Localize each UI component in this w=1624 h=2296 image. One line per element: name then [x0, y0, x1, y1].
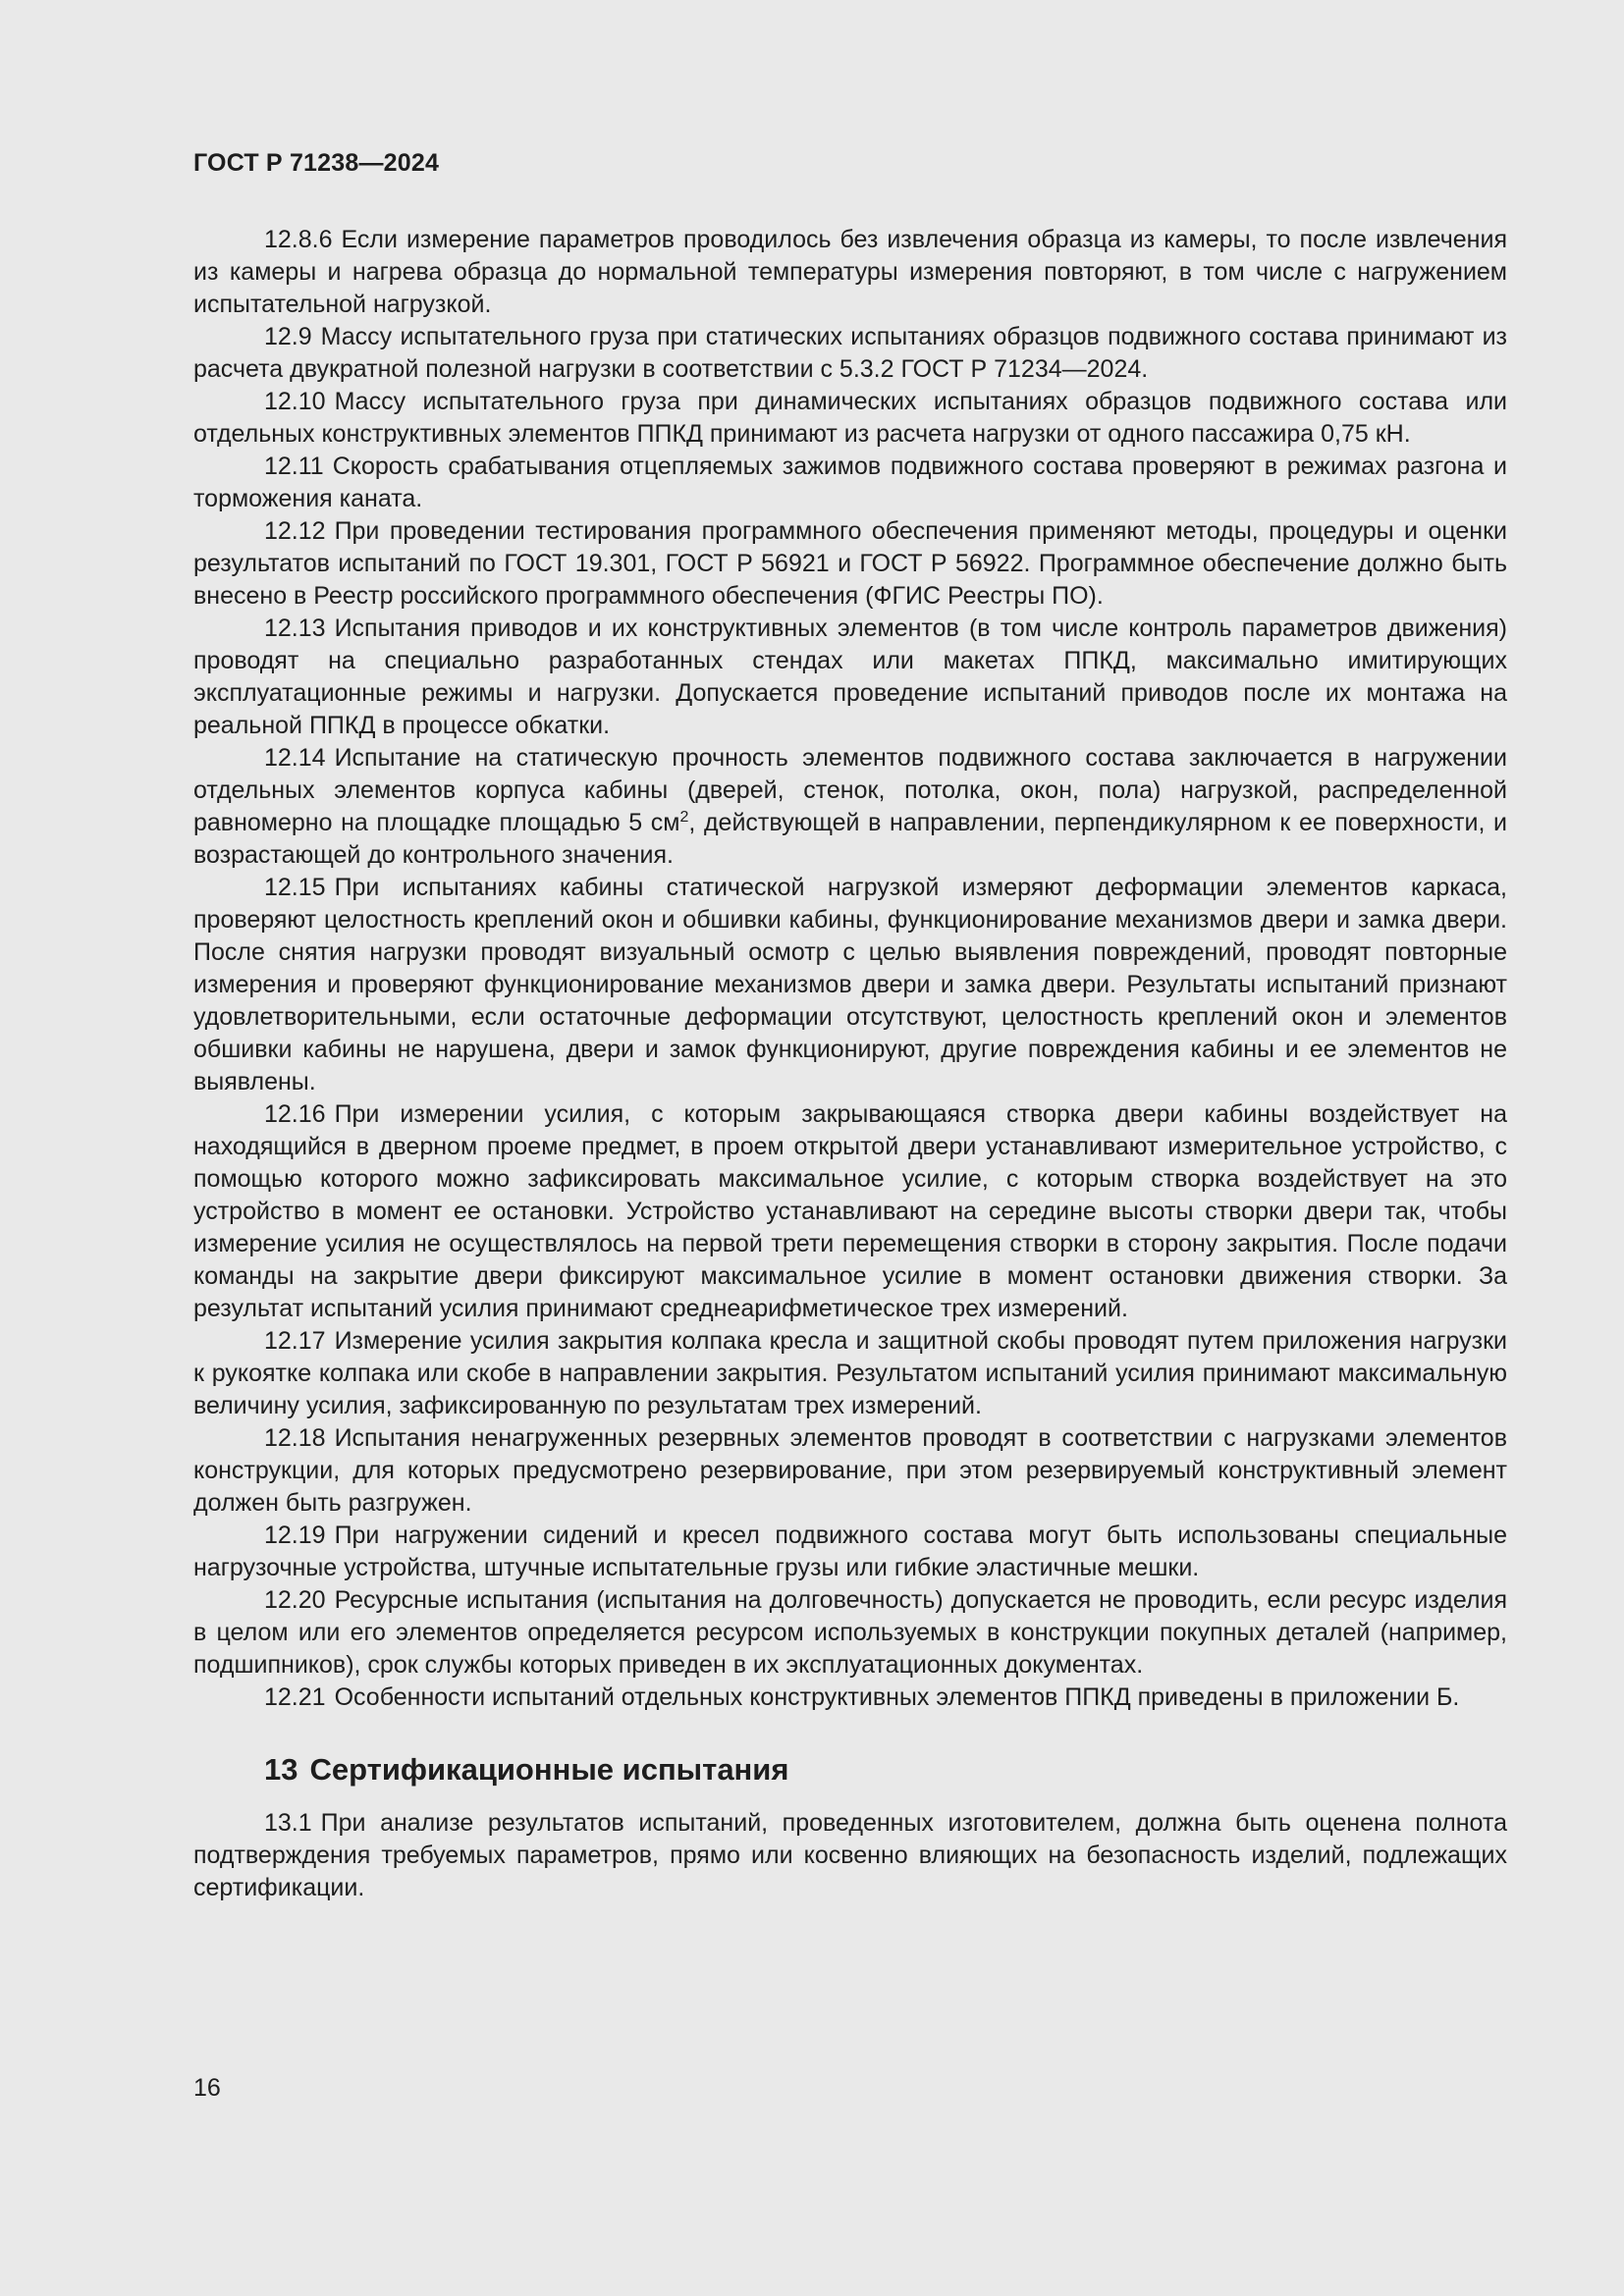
- paragraph-text: Если измерение параметров проводилось без извлечения образца из камеры, то после извлечения из камеры и нагрева образца до нормальной температуры измерения повторяют, в том числе с нагружением испытательной нагрузкой.: [193, 226, 1507, 318]
- paragraph-12-12: [193, 515, 1507, 613]
- paragraph-12-15: [193, 872, 1507, 1098]
- paragraph-number: 12.13: [264, 614, 326, 642]
- paragraph-12-18: [193, 1422, 1507, 1520]
- paragraph-number: 12.19: [264, 1522, 326, 1549]
- section-number: 13: [264, 1752, 298, 1787]
- paragraph-text: При анализе результатов испытаний, проведенных изготовителем, должна быть оценена полнота подтверждения требуемых параметров, прямо или косвенно влияющих на безопасность изделий, подлежащих сертификации.: [193, 1809, 1507, 1901]
- section-heading: [264, 1751, 1507, 1789]
- paragraph-text: При проведении тестирования программного обеспечения применяют методы, процедуры и оценки результатов испытаний по ГОСТ 19.301, ГОСТ Р 56921 и ГОСТ Р 56922. Программное обеспечение должно быть внесено в Реестр российского программного обеспечения (ФГИС Реестры ПО).: [193, 517, 1507, 610]
- document-body: [193, 224, 1507, 1904]
- paragraph-text: Испытания приводов и их конструктивных элементов (в том числе контроль параметров движения) проводят на специально разработанных стендах или макетах ППКД, максимально имитирующих эксплуатационные режимы и нагрузки. Допускается проведение испытаний приводов после их монтажа на реальной ППКД в процессе обкатки.: [193, 614, 1507, 739]
- paragraph-text: Ресурсные испытания (испытания на долговечность) допускается не проводить, если ресурс изделия в целом или его элементов определяется ресурсом используемых в конструкции покупных деталей (например, подшипников), срок службы которых приведен в их эксплуатационных документах.: [193, 1586, 1507, 1679]
- paragraph-12-8-6: [193, 224, 1507, 321]
- paragraph-12-16: [193, 1098, 1507, 1325]
- paragraph-text: Испытание на статическую прочность элементов подвижного состава заключается в нагружении отдельных элементов корпуса кабины (дверей, стенок, потолка, окон, пола) нагрузкой, распределенной равномерно на площадке площадью 5 см: [193, 744, 1507, 836]
- paragraph-text: Особенности испытаний отдельных конструктивных элементов ППКД приведены в приложении Б.: [334, 1683, 1460, 1711]
- paragraph-number: 12.21: [264, 1683, 326, 1711]
- section-title-text: Сертификационные испытания: [309, 1752, 789, 1787]
- paragraph-number: 12.18: [264, 1424, 326, 1452]
- paragraph-text: Скорость срабатывания отцепляемых зажимов подвижного состава проверяют в режимах разгона и торможения каната.: [193, 453, 1507, 512]
- paragraph-number: 13.1: [264, 1809, 312, 1837]
- paragraph-number: 12.14: [264, 744, 326, 772]
- paragraph-number: 12.15: [264, 874, 326, 901]
- paragraph-number: 12.10: [264, 388, 326, 415]
- paragraph-number: 12.16: [264, 1100, 326, 1128]
- paragraph-number: 12.9: [264, 323, 312, 350]
- superscript: 2: [679, 809, 689, 826]
- paragraph-12-19: [193, 1520, 1507, 1584]
- paragraph-number: 12.11: [264, 453, 324, 480]
- paragraph-text: При нагружении сидений и кресел подвижного состава могут быть использованы специальные нагрузочные устройства, штучные испытательные грузы или гибкие эластичные мешки.: [193, 1522, 1507, 1581]
- paragraph-12-13: [193, 613, 1507, 742]
- paragraph-number: 12.8.6: [264, 226, 333, 253]
- paragraph-13-1: [193, 1807, 1507, 1904]
- paragraph-12-11: [193, 451, 1507, 515]
- document-header-code: ГОСТ Р 71238—2024: [193, 149, 440, 177]
- paragraph-12-17: [193, 1325, 1507, 1422]
- paragraph-text: Массу испытательного груза при статических испытаниях образцов подвижного состава принимают из расчета двукратной полезной нагрузки в соответствии с 5.3.2 ГОСТ Р 71234—2024.: [193, 323, 1507, 383]
- paragraph-number: 12.17: [264, 1327, 326, 1355]
- paragraph-number: 12.12: [264, 517, 326, 545]
- paragraph-12-14: [193, 742, 1507, 872]
- paragraph-text: Массу испытательного груза при динамических испытаниях образцов подвижного состава или отдельных конструктивных элементов ППКД принимают из расчета нагрузки от одного пассажира 0,75 кН.: [193, 388, 1507, 448]
- paragraph-text: Испытания ненагруженных резервных элементов проводят в соответствии с нагрузками элементов конструкции, для которых предусмотрено резервирование, при этом резервируемый конструктивный элемент должен быть разгружен.: [193, 1424, 1507, 1517]
- paragraph-text: При испытаниях кабины статической нагрузкой измеряют деформации элементов каркаса, проверяют целостность креплений окон и обшивки кабины, функционирование механизмов двери и замка двери. После снятия нагрузки проводят визуальный осмотр с целью выявления повреждений, проводят повторные измерения и проверяют функционирование механизмов двери и замка двери. Результаты испытаний признают удовлетворительными, если остаточные деформации отсутствуют, целостность креплений окон и элементов обшивки кабины не нарушена, двери и замок функционируют, другие повреждения кабины и ее элементов не выявлены.: [193, 874, 1507, 1095]
- paragraph-12-20: [193, 1584, 1507, 1682]
- paragraph-text: При измерении усилия, с которым закрывающаяся створка двери кабины воздействует на находящийся в дверном проеме предмет, в проем открытой двери устанавливают измерительное устройство, с помощью которого можно зафиксировать максимальное усилие, с которым створка воздействует на это устройство в момент ее остановки. Устройство устанавливают на середине высоты створки двери так, чтобы измерение усилия не осуществлялось на первой трети перемещения створки в сторону закрытия. После подачи команды на закрытие двери фиксируют максимальное усилие в момент остановки движения створки. За результат испытаний усилия принимают среднеарифметическое трех измерений.: [193, 1100, 1507, 1322]
- paragraph-12-9: [193, 321, 1507, 386]
- page-number: 16: [193, 2074, 221, 2102]
- paragraph-12-21: [193, 1682, 1507, 1714]
- paragraph-number: 12.20: [264, 1586, 326, 1614]
- paragraph-text: Измерение усилия закрытия колпака кресла и защитной скобы проводят путем приложения нагрузки к рукоятке колпака или скобе в направлении закрытия. Результатом испытаний усилия принимают максимальную величину усилия, зафиксированную по результатам трех измерений.: [193, 1327, 1507, 1419]
- paragraph-text-continued: , действующей в направлении, перпендикулярном к ее поверхности, и возрастающей до контрольного значения.: [193, 809, 1507, 869]
- paragraph-12-10: [193, 386, 1507, 451]
